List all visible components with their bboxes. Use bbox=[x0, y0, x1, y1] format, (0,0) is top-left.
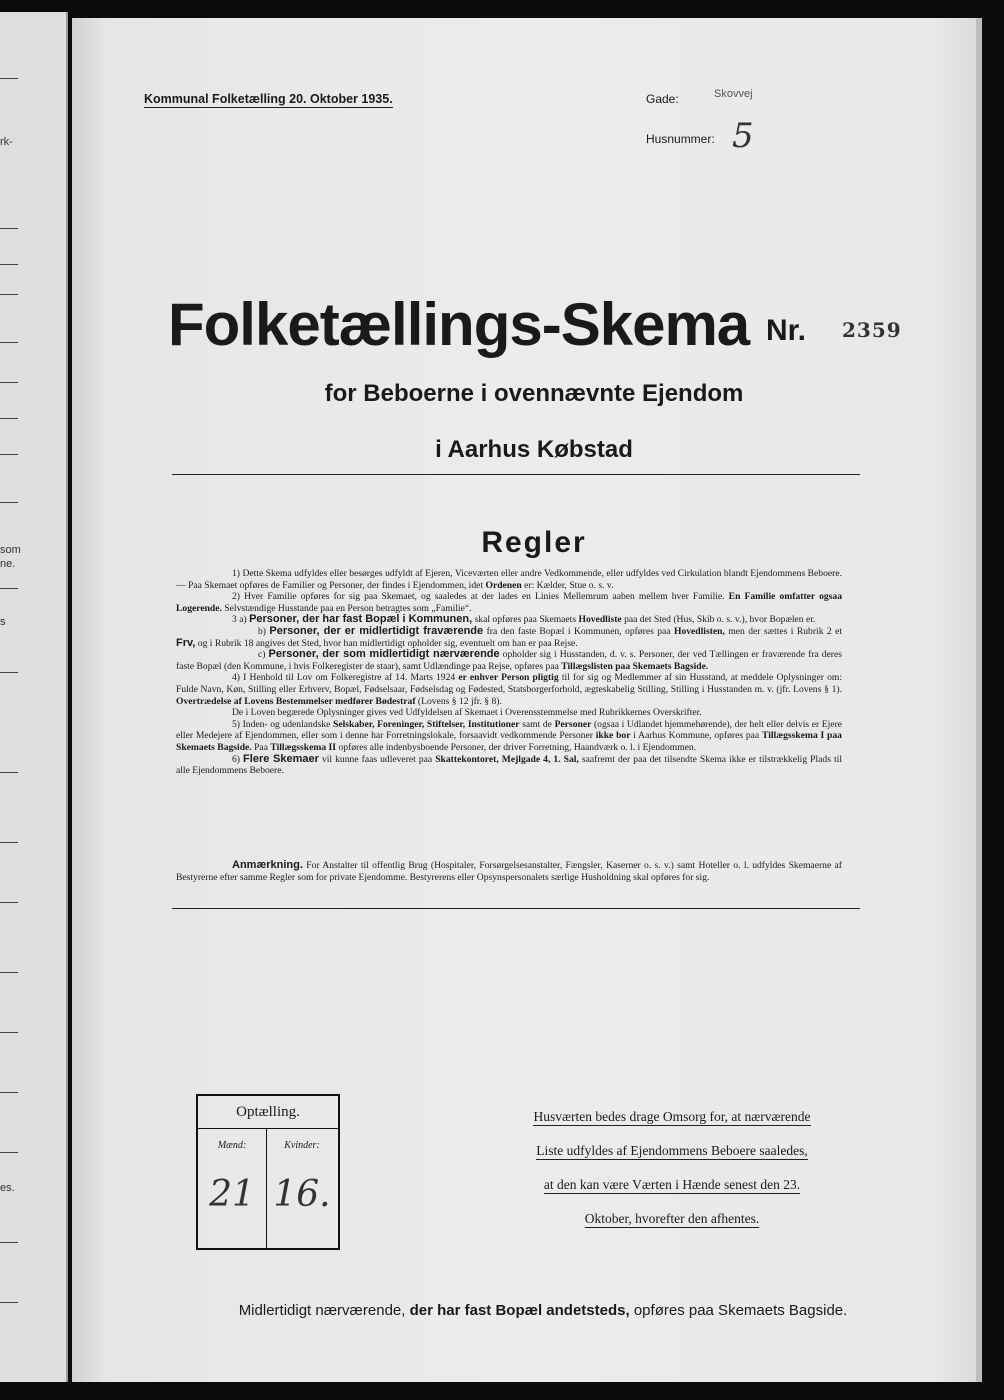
ruled-line bbox=[0, 588, 18, 589]
rule-3a: 3 a) Personer, der har fast Bopæl i Kommunen, skal opføres paa Skemaets Hovedliste paa det Sted (Hus, Skib o. s. v.), hvor Bopælen er. bbox=[232, 613, 816, 626]
footer-bold-text: der har fast Bopæl andetsteds, bbox=[409, 1302, 630, 1319]
ruled-line bbox=[0, 972, 18, 973]
rules-text bbox=[176, 568, 842, 777]
footer-text: Midlertidigt nærværende, bbox=[238, 1302, 406, 1319]
rule-1: 1) Dette Skema udfyldes eller besørges udfyldt af Ejeren, Viceværten eller andre Vedkommende, eller udfyldes ved Cirkulation blandt Ejendommens Beboere. — Paa Skemaet opføres de Familier og Personer, der findes i Ejendommen, idet Ordenen er: Kælder, Stue o. s. v. bbox=[176, 568, 842, 591]
census-form-page bbox=[72, 18, 982, 1382]
form-number-stamp: 2359 bbox=[842, 318, 902, 342]
form-subtitle: for Beboerne i ovennævnte Ejendom bbox=[324, 380, 744, 407]
house-number-label: Husnummer: bbox=[646, 132, 715, 146]
ruled-line bbox=[0, 672, 18, 673]
women-count-handwritten: 16. bbox=[273, 1174, 331, 1215]
rule-3c: c) Personer, der som midlertidigt nærværende opholder sig i Husstanden, d. v. s. Personer, der ved Tællingen er fraværende fra deres faste Bopæl (den Kommune, i hvis Folkeregister de staar), samt Udlændinge paa Rejse, opføres paa Tillægslisten paa Skemaets Bagside. bbox=[176, 648, 842, 672]
left-page-edge bbox=[0, 12, 68, 1382]
remark-text: For Anstalter til offentlig Brug (Hospitaler, Forsørgelsesanstalter, Fængsler, Kaserner o. s. v.) samt Hoteller o. l. udfyldes Skemaerne af Bestyrerne efter samme Regler som for private Ejendomme. Bestyrerens eller Opsynspersonalets særlige Husholdning skal opføres for sig. bbox=[176, 860, 842, 883]
ruled-line bbox=[0, 342, 18, 343]
ruled-line bbox=[0, 418, 18, 419]
count-column-divider bbox=[266, 1129, 267, 1250]
page-edge bbox=[976, 18, 982, 1382]
ruled-line bbox=[0, 502, 18, 503]
ruled-line bbox=[0, 1302, 18, 1303]
rule-4: 4) I Henhold til Lov om Folkeregistre af 14. Marts 1924 er enhver Person pligtig til for sig og Medlemmer af sin Husstand, at meddele Oplysninger om: Fulde Navn, Køn, Stilling eller Erhverv, Bopæl, Fødselsaar, Fødselsdag og Fødested, Statsborgerforhold, ægteskabelig Stilling, Stilling i Husstanden m. v. (jfr. Lovens § 1). Overtrædelse af Lovens Bestemmelser medfører Bødestraf (Lovens § 12 jfr. § 8). bbox=[176, 672, 842, 707]
ruled-line bbox=[0, 842, 18, 843]
house-number-handwritten: 5 bbox=[732, 116, 754, 156]
divider bbox=[172, 474, 860, 475]
left-page-fragment: rk- bbox=[0, 136, 13, 148]
count-title: Optælling. bbox=[198, 1096, 338, 1129]
rule-3b: b) Personer, der er midlertidigt fraværende fra den faste Bopæl i Kommunen, opføres paa Hovedlisten, men der sættes i Rubrik 2 et Frv, og i Rubrik 18 angives det Sted, hvor han midlertidigt opholder sig, eventuelt om han er paa Rejse. bbox=[176, 624, 843, 649]
form-title: Folketællings-Skema bbox=[168, 291, 750, 358]
left-page-fragment: s bbox=[0, 616, 6, 628]
notice-line: Oktober, hvorefter den afhentes. bbox=[584, 1211, 760, 1226]
notice-line: at den kan være Værten i Hænde senest den 23. bbox=[543, 1177, 801, 1192]
remark-paragraph bbox=[176, 860, 842, 884]
notice-line: Liste udfyldes af Ejendommens Beboere saaledes, bbox=[536, 1143, 808, 1158]
ruled-line bbox=[0, 1092, 18, 1093]
number-label: Nr. bbox=[766, 314, 807, 347]
left-page-fragment: som bbox=[0, 544, 21, 556]
rule-4b: De i Loven begærede Oplysninger gives ved Udfyldelsen af Skemaet i Overensstemmelse med Rubrikkernes Overskrifter. bbox=[232, 707, 702, 719]
census-heading: Kommunal Folketælling 20. Oktober 1935. bbox=[144, 92, 393, 106]
remark-label: Anmærkning. bbox=[232, 859, 303, 871]
divider bbox=[172, 908, 860, 909]
ruled-line bbox=[0, 294, 18, 295]
ruled-line bbox=[0, 228, 18, 229]
ruled-line bbox=[0, 1032, 18, 1033]
ruled-line bbox=[0, 382, 18, 383]
women-label: Kvinder: bbox=[284, 1140, 320, 1151]
left-page-fragment: es. bbox=[0, 1182, 15, 1194]
men-label: Mænd: bbox=[217, 1140, 247, 1151]
rule-2: 2) Hver Familie opføres for sig paa Skemaet, og saaledes at der lades en Linies Mellemrum aaben mellem hver Familie. En Familie omfatter ogsaa Logerende. Selvstændige Husstande paa en Person betragtes som „Familie“. bbox=[176, 591, 842, 614]
ruled-line bbox=[0, 772, 18, 773]
footer-instruction bbox=[72, 1302, 982, 1319]
landlord-notice bbox=[500, 1100, 844, 1236]
ruled-line bbox=[0, 1242, 18, 1243]
street-value-stamp: Skovvej bbox=[714, 88, 753, 100]
ruled-line bbox=[0, 454, 18, 455]
rules-heading: Regler bbox=[481, 526, 587, 559]
rule-5: 5) Inden- og udenlandske Selskaber, Foreninger, Stiftelser, Institutioner samt de Personer (ogsaa i Udlandet hjemmehørende), der helt eller delvis er Ejere eller Medejere af Ejendommen, eller som i denne har Forretningslokale, forsaavidt vedkommende Personer ikke bor i Aarhus Kommune, opføres paa Tillægsskema I paa Skemaets Bagside. Paa Tillægsskema II opføres alle indenbysboende Personer, der driver Forretning, Haandværk o. l. i Ejendommen. bbox=[176, 718, 843, 753]
ruled-line bbox=[0, 78, 18, 79]
rule-6: 6) Flere Skemaer vil kunne faas udleveret paa Skattekontoret, Mejlgade 4, 1. Sal, saafremt der paa det tilsendte Skema ikke er tilstrækkelig Plads til alle Ejendommens Beboere. bbox=[176, 752, 842, 777]
count-box bbox=[196, 1094, 340, 1250]
ruled-line bbox=[0, 1152, 18, 1153]
footer-text: opføres paa Skemaets Bagside. bbox=[633, 1302, 848, 1319]
men-count-handwritten: 21 bbox=[209, 1174, 255, 1215]
form-subtitle-city: i Aarhus Købstad bbox=[435, 436, 633, 463]
left-page-fragment: ne. bbox=[0, 558, 16, 570]
notice-line: Husværten bedes drage Omsorg for, at nærværende bbox=[533, 1109, 811, 1124]
ruled-line bbox=[0, 264, 18, 265]
ruled-line bbox=[0, 902, 18, 903]
street-label: Gade: bbox=[646, 92, 679, 106]
